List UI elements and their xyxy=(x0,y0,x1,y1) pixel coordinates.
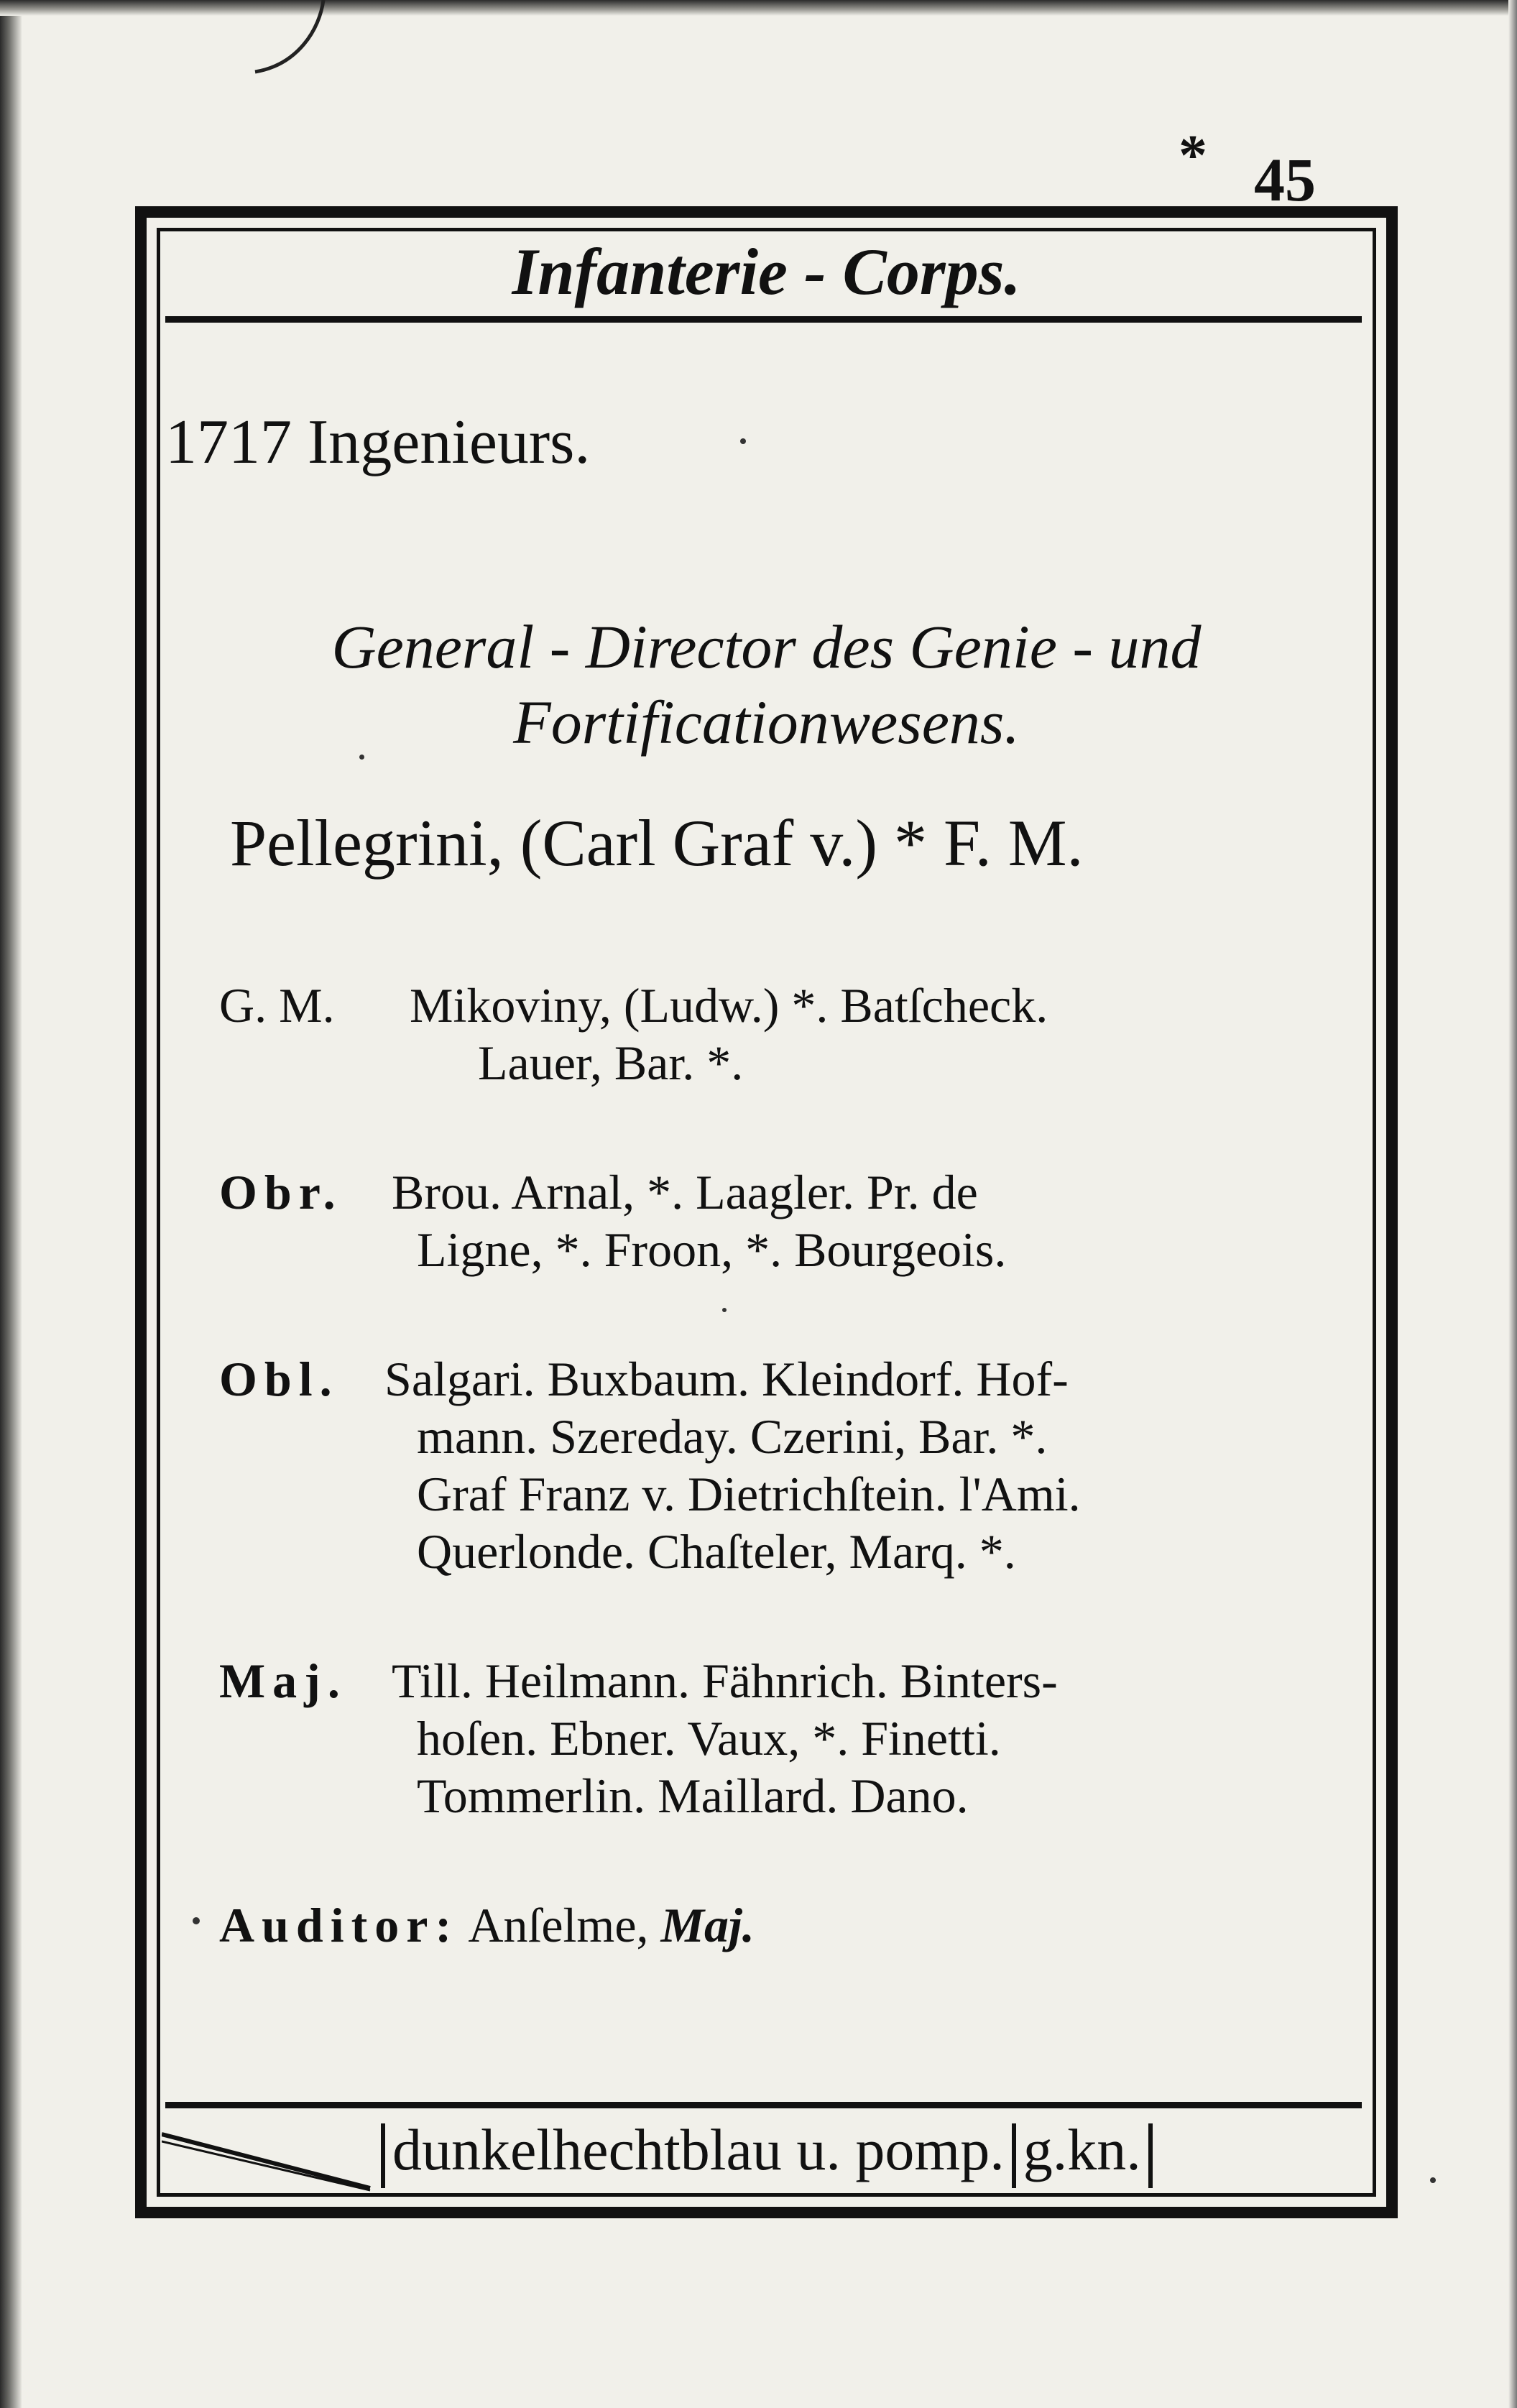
rank-line: Brou. Arnal, *. Laagler. Pr. de xyxy=(392,1165,978,1219)
footer-diagonal-line xyxy=(162,2127,377,2192)
rank-line: Salgari. Buxbaum. Kleindorf. Hof- xyxy=(384,1352,1069,1406)
handwritten-hook-mark xyxy=(248,0,334,79)
director-name: Pellegrini, (Carl Graf v.) * F. M. xyxy=(230,806,1084,880)
rank-line: Querlonde. Chaſteler, Marq. *. xyxy=(417,1524,1016,1579)
footer-separator xyxy=(1012,2123,1016,2188)
footer-color: dunkelhechtblau u. pomp. xyxy=(392,2117,1005,2182)
rank-line: Till. Heilmann. Fähnrich. Binters- xyxy=(392,1653,1058,1708)
rank-line: Lauer, Bar. *. xyxy=(478,1035,744,1090)
footer-rule xyxy=(165,2102,1362,2108)
page-top-edge-shadow xyxy=(0,0,1517,16)
scan-speck xyxy=(1430,2177,1436,2183)
scan-speck xyxy=(359,755,364,760)
auditor-line xyxy=(219,1897,755,1954)
scan-speck xyxy=(740,438,746,444)
director-title-line2: Fortificationwesens. xyxy=(513,688,1020,757)
section-title: Ingenieurs. xyxy=(308,407,591,477)
auditor-name: Anſelme, xyxy=(468,1898,649,1952)
header-rule xyxy=(165,316,1362,323)
rank-line: Graf Franz v. Dietrichſtein. l'Ami. xyxy=(417,1467,1081,1521)
rank-line: Mikoviny, (Ludw.) *. Batſcheck. xyxy=(410,978,1048,1033)
rank-line: Ligne, *. Froon, *. Bourgeois. xyxy=(417,1222,1007,1277)
rank-label-gm: G. M. xyxy=(219,978,335,1033)
page-right-edge-shadow xyxy=(1508,0,1517,2408)
footer-separator xyxy=(1148,2123,1153,2188)
footer-separator xyxy=(381,2123,385,2188)
page-marker: * xyxy=(1179,124,1207,188)
scan-speck xyxy=(193,1917,200,1924)
auditor-rank: Maj. xyxy=(660,1898,755,1952)
page-number: 45 xyxy=(1254,145,1316,214)
page-left-edge-shadow xyxy=(0,0,22,2408)
rank-label-obl: Obl. xyxy=(219,1352,339,1406)
rank-line: mann. Szereday. Czerini, Bar. *. xyxy=(417,1409,1048,1464)
auditor-label: Auditor: xyxy=(219,1898,459,1952)
scan-speck xyxy=(722,1308,727,1312)
rank-line: hoſen. Ebner. Vaux, *. Finetti. xyxy=(417,1711,1001,1766)
footer-uniform-info xyxy=(374,2116,1160,2188)
section-number: 1717 xyxy=(165,407,292,477)
director-title-line1: General - Director des Genie - und xyxy=(331,612,1202,681)
rank-line: Tommerlin. Maillard. Dano. xyxy=(417,1768,969,1823)
footer-buttons: g.kn. xyxy=(1023,2117,1141,2182)
rank-label-obr: Obr. xyxy=(219,1165,343,1219)
rank-label-maj: Maj. xyxy=(219,1653,347,1708)
header-title: Infanterie - Corps. xyxy=(512,235,1021,308)
section-heading xyxy=(165,406,590,479)
